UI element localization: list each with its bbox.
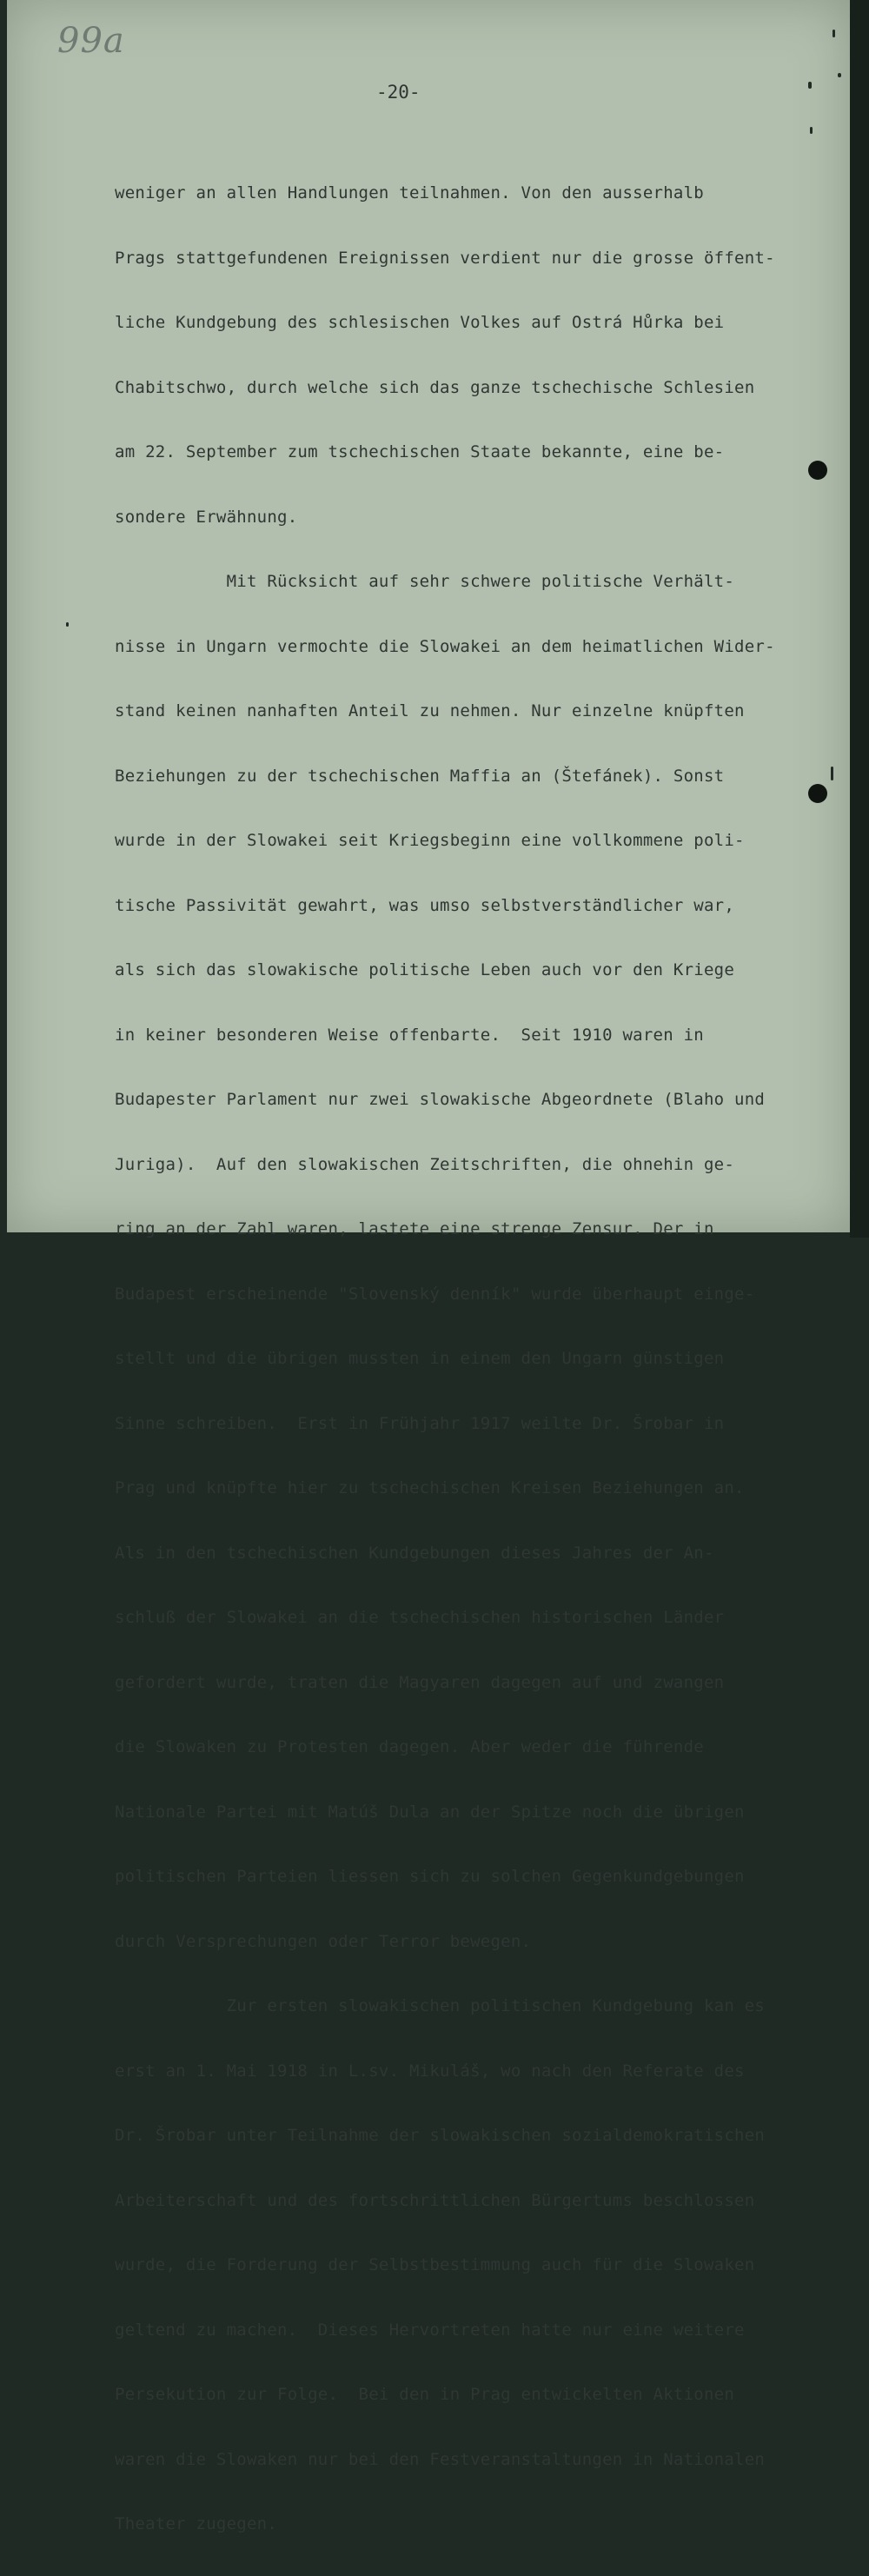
text-line: Beziehungen zu der tschechischen Maffia an (Štefánek). Sonst <box>115 766 725 786</box>
paper-speck <box>808 82 812 89</box>
text-line: Prags stattgefundenen Ereignissen verdient nur die grosse öffent- <box>115 248 775 268</box>
text-line: Sinne schreiben. Erst in Frühjahr 1917 weilte Dr. Šrobar in <box>115 1413 725 1433</box>
page-number: -20- <box>376 82 421 103</box>
text-line: in keiner besonderen Weise offenbarte. Seit 1910 waren in <box>115 1025 704 1045</box>
text-line: ring an der Zahl waren, lastete eine strenge Zensur. Der in <box>115 1219 714 1238</box>
text-line: Persekution zur Folge. Bei den in Prag entwickelten Aktionen <box>115 2385 735 2404</box>
text-line: wurde, die Forderung der Selbstbestimmung auch für die Slowaken <box>115 2255 755 2274</box>
text-line: stand keinen nanhaften Anteil zu nehmen. Nur einzelne knüpften <box>115 701 745 720</box>
text-line: nisse in Ungarn vermochte die Slowakei an dem heimatlichen Wider- <box>115 636 775 656</box>
text-line: Arbeiterschaft und des fortschrittlichen Bürgertums beschlossen <box>115 2190 755 2210</box>
paper-speck <box>833 30 835 37</box>
text-line: liche Kundgebung des schlesischen Volkes auf Ostrá Hůrka bei <box>115 313 725 332</box>
text-line: Theater zugegen. <box>115 2514 278 2533</box>
punch-hole-lower <box>808 784 827 803</box>
text-line: Mit Rücksicht auf sehr schwere politische Verhält- <box>115 572 735 591</box>
archive-handwritten-note: 99a <box>57 21 125 61</box>
text-line: Als in den tschechischen Kundgebungen dieses Jahres der An- <box>115 1543 714 1563</box>
text-line: tische Passivität gewahrt, was umso selbstverständlicher war, <box>115 895 735 915</box>
text-line: waren die Slowaken nur bei den Festveranstaltungen in Nationalen <box>115 2449 766 2469</box>
text-line: Budapester Parlament nur zwei slowakische Abgeordnete (Blaho und <box>115 1090 766 1109</box>
text-line: gefordert wurde, traten die Magyaren dagegen auf und zwangen <box>115 1672 725 1692</box>
text-line: die Slowaken zu Protesten dagegen. Aber weder die führende <box>115 1737 704 1756</box>
scan-border <box>850 0 869 1238</box>
text-line: schluß der Slowakei an die tschechischen historischen Länder <box>115 1608 725 1627</box>
text-line: Juriga). Auf den slowakischen Zeitschriften, die ohnehin ge- <box>115 1154 735 1174</box>
text-line: durch Versprechungen oder Terror bewegen. <box>115 1931 532 1951</box>
text-line: Chabitschwo, durch welche sich das ganze tschechische Schlesien <box>115 377 755 397</box>
text-line: Dr. Šrobar unter Teilnahme der slowakischen sozialdemokratischen <box>115 2126 766 2145</box>
text-line: wurde in der Slowakei seit Kriegsbeginn eine vollkommene poli- <box>115 831 745 850</box>
text-line: als sich das slowakische politische Leben auch vor den Kriege <box>115 960 735 979</box>
text-line: erst an 1. Mai 1918 in L.sv. Mikuláš, wo nach den Referate des <box>115 2061 745 2081</box>
text-line: Nationale Partei mit Matúš Dula an der Spitze noch die übrigen <box>115 1802 745 1822</box>
paper-speck <box>810 127 813 134</box>
text-line: geltend zu machen. Dieses Hervortreten hatte nur eine weitere <box>115 2320 745 2340</box>
text-line: politischen Parteien liessen sich zu solchen Gegenkundgebungen <box>115 1867 745 1886</box>
punch-hole-upper <box>808 461 827 480</box>
text-line: sondere Erwähnung. <box>115 507 298 527</box>
paper-speck <box>838 73 841 77</box>
typed-body-text <box>115 142 810 2576</box>
paper-speck <box>831 767 833 780</box>
text-line: Budapest erscheinende "Slovenský denník" wurde überhaupt einge- <box>115 1284 755 1304</box>
text-line: Prag und knüpfte hier zu tschechischen Kreisen Beziehungen an. <box>115 1478 745 1497</box>
text-line: Zur ersten slowakischen politischen Kundgebung kan es <box>115 1996 766 2015</box>
text-line: stellt und die übrigen mussten in einem den Ungarn günstigen <box>115 1349 725 1368</box>
paper-speck <box>66 622 69 627</box>
text-line: am 22. September zum tschechischen Staate bekannte, eine be- <box>115 442 725 461</box>
text-line: weniger an allen Handlungen teilnahmen. Von den ausserhalb <box>115 183 704 202</box>
document-page <box>7 0 850 2533</box>
